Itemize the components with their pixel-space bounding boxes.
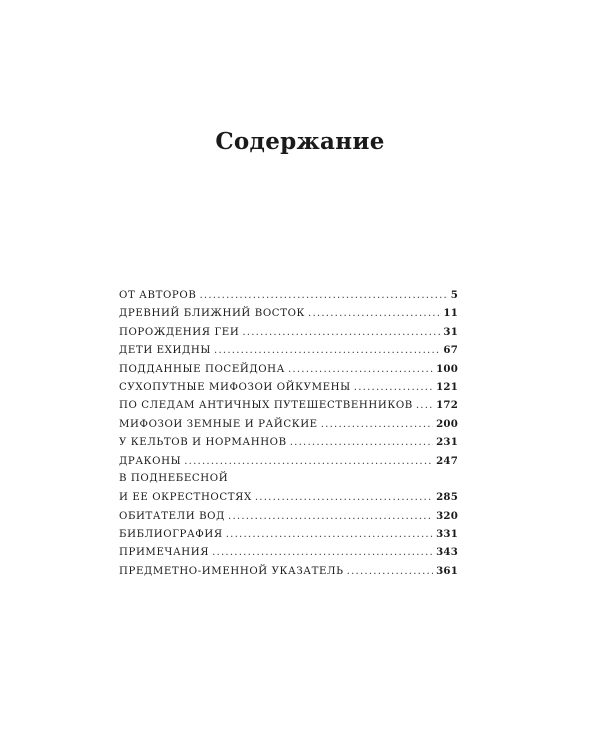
toc-entry-dragons[interactable] [119,452,458,470]
toc-entry-page: 247 [436,454,458,467]
toc-entry-title: ПРЕДМЕТНО-ИМЕННОЙ УКАЗАТЕЛЬ [119,565,344,577]
dot-leader [347,563,434,581]
dot-leader [184,453,433,471]
toc-entry-title-line1: В ПОДНЕБЕСНОЙ [119,472,229,484]
toc-entry-page: 200 [436,417,458,430]
toc-entry-title: И ЕЕ ОКРЕСТНОСТЯХ [119,492,252,504]
toc-entry-title: У КЕЛЬТОВ И НОРМАННОВ [119,437,287,449]
dot-leader [212,544,433,562]
toc-entry-page: 320 [436,509,458,522]
toc-entry-earthly-paradise[interactable] [119,415,458,433]
toc-entry-water-dwellers[interactable] [119,507,458,525]
toc-entry-bibliography[interactable] [119,525,458,543]
dot-leader [242,324,440,342]
dot-leader [288,361,433,379]
dot-leader [199,287,447,305]
toc-entry-page: 231 [436,436,458,449]
toc-entry-notes[interactable] [119,543,458,561]
dot-leader [308,305,440,323]
toc-entry-celestial-empire[interactable] [119,470,458,507]
toc-entry-gaia-offspring[interactable] [119,323,458,341]
toc-entry-title: ОТ АВТОРОВ [119,290,197,301]
toc-entry-page: 5 [450,289,458,301]
toc-entry-title: ДРЕВНИЙ БЛИЖНИЙ ВОСТОК [119,308,306,320]
toc-entry-title: ПОДДАННЫЕ ПОСЕЙДОНА [119,363,285,375]
toc-entry-land-mythozoa[interactable] [119,378,458,396]
toc-entry-page: 361 [436,564,458,577]
toc-entry-page: 331 [436,528,458,541]
toc-entry-title: ДРАКОНЫ [119,455,182,467]
toc-entry-echidna-children[interactable] [119,341,458,359]
dot-leader [226,526,433,544]
toc-entry-page: 11 [443,307,458,320]
toc-entry-celts-normans[interactable] [119,433,458,451]
toc-entry-title: БИБЛИОГРАФИЯ [119,529,223,541]
toc-entry-page: 31 [443,325,458,338]
toc-entry-page: 121 [436,380,458,393]
toc-entry-poseidon-subjects[interactable] [119,360,458,378]
toc-entry-page: 172 [436,399,458,412]
toc-entry-page: 343 [436,546,458,559]
toc-entry-title: ОБИТАТЕЛИ ВОД [119,510,226,522]
dot-leader [255,489,433,507]
page-title: Содержание [215,128,385,155]
dot-leader [214,342,440,360]
toc-entry-title: ПРИМЕЧАНИЯ [119,547,210,559]
toc-entry-index[interactable] [119,562,458,580]
toc-entry-title: ДЕТИ ЕХИДНЫ [119,345,211,357]
table-of-contents [119,286,458,580]
dot-leader [228,508,433,526]
toc-entry-ancient-near-east[interactable] [119,304,458,322]
toc-entry-page: 285 [436,491,458,504]
toc-entry-ancient-travelers[interactable] [119,396,458,414]
toc-entry-authors[interactable] [119,286,458,304]
dot-leader [354,379,433,397]
dot-leader [416,397,433,415]
dot-leader [290,434,433,452]
toc-entry-title: ПО СЛЕДАМ АНТИЧНЫХ ПУТЕШЕСТВЕННИКОВ [119,400,413,412]
toc-entry-title: СУХОПУТНЫЕ МИФОЗОИ ОЙКУМЕНЫ [119,381,351,393]
toc-entry-page: 67 [443,344,458,357]
dot-leader [321,416,433,434]
toc-entry-title: МИФОЗОИ ЗЕМНЫЕ И РАЙСКИЕ [119,418,318,430]
toc-entry-title: ПОРОЖДЕНИЯ ГЕИ [119,326,240,338]
toc-entry-page: 100 [436,362,458,375]
